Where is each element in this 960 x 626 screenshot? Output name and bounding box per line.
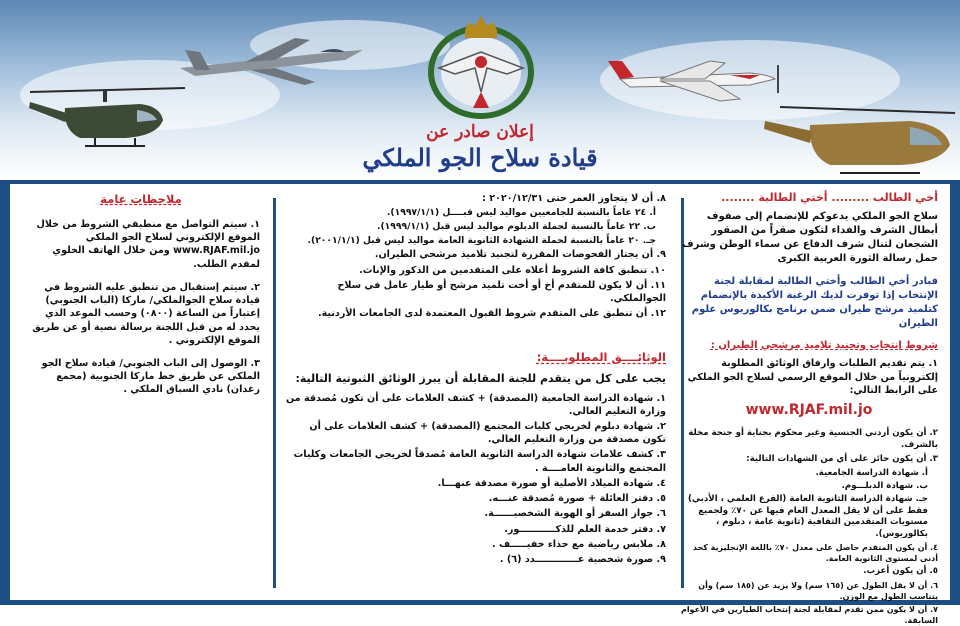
age-limit-a: أ. ٢٤ عاماً بالنسبة للجامعيين مواليد ليس قبــــل (١٩٩٧/١/١). [386, 207, 656, 219]
document-1: ١. شهادة الدراسة الجامعية (المصدقة) + كشف العلامات على أن تكون مُصدقة من وزارة التعليم العالي. [286, 392, 666, 417]
intro-paragraph: سلاح الجو الملكي يدعوكم للإنضمام إلى صفوف أبطال الشرف والفداء لتكون صقراً من الصقور الشجعان لتنال شرف الدفاع عن سماء الوطن وشرف حمل رسالة الثورة العربية الكبرى [682, 211, 938, 264]
condition-12: ١٢. أن تنطبق على المتقدم شروط القبول المعتمدة لدى الجامعات الأردنية. [317, 308, 666, 320]
condition-6: ٦. أن لا يقل الطول عن (١٦٥ سم) ولا يزيد عن (١٨٥ سم) وأن يتناسب الطول مع الوزن. [698, 581, 938, 602]
header-banner [0, 0, 960, 180]
column-divider [273, 198, 276, 588]
certificate-a: أ. شهادة الدراسة الجامعية. [815, 467, 928, 478]
content-panel [10, 184, 950, 626]
condition-10: ١٠. تنطبق كافة الشروط أعلاه على المتقدمين من الذكور والإناث. [359, 264, 666, 276]
document-7: ٧. دفتر خدمة العلم للذكـــــــــــور. [504, 523, 666, 535]
announcement-issuer-line: إعلان صادر عن [426, 122, 534, 142]
document-6: ٦. جواز السفر أو الهوية الشخصيــــــة. [484, 508, 666, 520]
condition-7: ٧. أن لا يكون ممن تقدم لمقابلة لجنة إنتخاب الطيارين في الأعوام السابقة. [680, 605, 938, 626]
helicopter-left-image [25, 80, 190, 160]
condition-3: ٣. أن يكون حائز على أي من الشهادات التالية: [746, 454, 938, 465]
age-limit-c: جـ. ٢٠ عاماً بالنسبة لحملة الشهادة الثانوية العامة مواليد ليس قبل (٢٠٠١/١/١). [307, 234, 656, 246]
condition-2: ٢. أن يكون أردني الجنسية وغير محكوم بجناية أو جنحة مخلة بالشرف. [688, 428, 938, 451]
notes-heading: ملاحظات عامة [100, 192, 182, 206]
documents-intro: يجب على كل من يتقدم للجنة المقابلة أن يبرز الوثائق الثبوتية التالية: [295, 372, 666, 386]
condition-11: ١١. أن لا يكون للمتقدم أخ أو أخت تلميذ مرشح أو طيار عامل في سلاح الجوالملكي. [337, 279, 666, 304]
condition-8: ٨. أن لا يتجاوز العمر حتى ٢٠٢٠/١٢/٣١ : [482, 193, 666, 204]
greeting-heading: أخي الطالب ......... أختي الطالبة ........ [721, 191, 938, 204]
fighter-jet-image [175, 30, 365, 90]
documents-heading: الوثائــــق المطلوبــــة: [536, 350, 666, 365]
document-9: ٩. صورة شخصية عـــــــــــــدد (٦) . [499, 554, 666, 566]
condition-9: ٩. أن يجتاز الفحوصات المقررة لتجنيد تلاميذ مرشحي الطيران. [374, 249, 666, 261]
notes-column [22, 184, 260, 600]
conditions-heading: شروط إنتخاب وتجنيد تلاميذ مرشحي الطيران : [710, 339, 938, 351]
document-3: ٣. كشف علامات شهادة الدراسة الثانوية العامة مُصدقاً لخريجي الجامعات وكليات المجتمع والثانوية العامــــة . [293, 449, 666, 474]
helicopter-right-image [760, 95, 960, 180]
condition-4: ٤. أن يكون المتقدم حاصل على معدل ٧٠٪ باللغة الإنجليزية كحد أدنى لمستوى الثانوية العامة. [692, 543, 938, 564]
document-2: ٢. شهادة دبلوم لخريجي كليات المجتمع (المصدقة) + كشف العلامات على أن تكون مصدقة من وزارة التعليم العالي. [309, 420, 666, 446]
condition-1: ١. يتم تقديم الطلبات وارفاق الوثائق المطلوبة إلكترونياً من خلال الموقع الرسمي لسلاح الجو الملكي على الرابط التالي: [687, 358, 938, 396]
documents-column [284, 184, 666, 600]
note-1: ١. سيتم التواصل مع منطبقي الشروط من خلال الموقع الإلكتروني لسلاح الجو الملكي www.RJAF.mil.jo ومن خلال الهاتف الخلوي لمقدم الطلب. [36, 218, 260, 270]
rjaf-website-link[interactable]: www.RJAF.mil.jo [745, 402, 873, 419]
rjaf-emblem-logo [425, 12, 537, 120]
document-8: ٨. ملابس رياضية مع حذاء خفيـــــف . [491, 538, 666, 550]
certificate-b: ب. شهادة الدبلـــوم. [841, 480, 928, 491]
eligibility-column [680, 184, 938, 626]
document-5: ٥. دفتر العائلة + صورة مُصدقة عنـــه. [488, 493, 666, 505]
document-4: ٤. شهادة الميلاد الأصلية أو صورة مصدقة عنهـــا. [437, 477, 666, 489]
note-3: ٣. الوصول إلى الباب الجنوبي/ قيادة سلاح الجو الملكي عن طريق خط ماركا الجنوبية (مجمع رغدان) نادي السباق الملكي . [41, 357, 260, 396]
certificate-c: جـ. شهادة الدراسة الثانوية العامة (الفرع العلمي ، الأدبي) فقط على أن لا يقل المعدل العام فيها عن ٧٠٪ ولجميع مستويات المتقدمين الثقافية (ثانوية عامة ، دبلوم ، بكالوريوس). [688, 493, 928, 540]
age-limit-b: ب. ٢٢ عاماً بالنسبة لحملة الدبلوم مواليد ليس قبل (١٩٩٩/١/١). [376, 220, 656, 232]
note-2: ٢. سيتم إستقبال من تنطبق عليه الشروط في قيادة سلاح الجوالملكي/ ماركا (الباب الجنوبي) إعتباراً من الساعة (٠٨٠٠) وحسب الموعد الذي يحدد له من قبل اللجنة برسالة نصية أو عن طريق الموقع الإلكتروني . [32, 281, 260, 346]
announcement-title: قيادة سلاح الجو الملكي [362, 143, 598, 172]
condition-5: ٥. أن يكون أعزب. [863, 566, 938, 577]
invite-paragraph: فبادر أخي الطالب وأختي الطالبة لمقابلة لجنة الإنتخاب إذا توفرت لديك الرغبة الأكيدة بالإنضمام كتلميذ مرشح طيران ضمن برنامج بكالوريوس علوم الطيران [691, 276, 938, 329]
